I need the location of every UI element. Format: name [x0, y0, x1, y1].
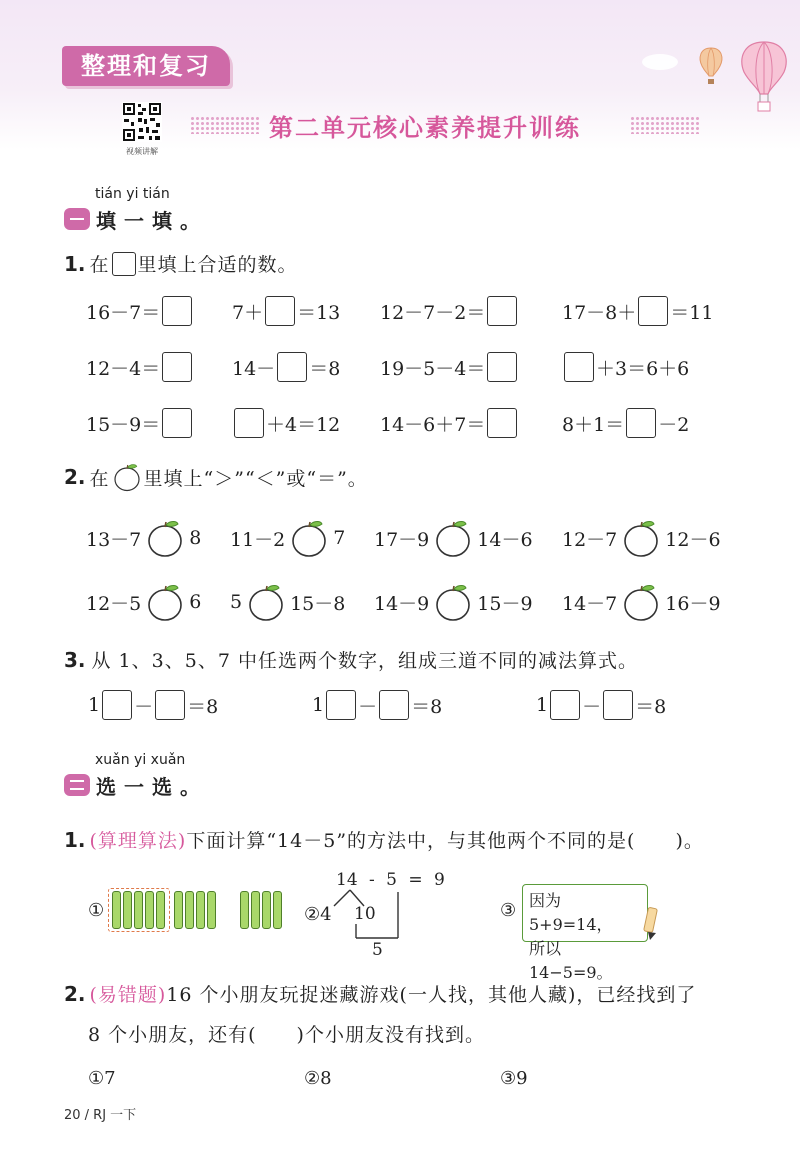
- section-one-icon: [64, 208, 90, 230]
- part1-q3-prompt: [64, 646, 638, 673]
- answer-box[interactable]: [550, 690, 580, 720]
- expression-left: 8＋1＝: [562, 413, 625, 436]
- minus-sign: －: [358, 695, 378, 718]
- question-tag: (算理算法): [89, 830, 187, 852]
- answer-box[interactable]: [162, 352, 192, 382]
- fill-expression: [86, 408, 194, 438]
- compare-right: 7: [333, 527, 346, 549]
- compare-left: 17－9: [374, 528, 430, 551]
- question-number: 3.: [64, 647, 86, 672]
- fill-expression: [232, 408, 340, 438]
- answer-box[interactable]: [487, 296, 517, 326]
- compare-right: 15－9: [477, 592, 533, 615]
- large-balloon-icon: [736, 40, 792, 114]
- expression-left: 16－7＝: [86, 301, 161, 324]
- fill-expression: [380, 408, 519, 438]
- fill-expression: [380, 352, 519, 382]
- apple-answer-circle-icon[interactable]: [433, 582, 473, 622]
- part2-title: 选一选。: [96, 775, 208, 799]
- compare-left: 11－2: [230, 528, 286, 551]
- section-two-icon: [64, 774, 90, 796]
- expression-left: 15－9＝: [86, 413, 161, 436]
- bundle-of-ten: [108, 888, 170, 932]
- prompt-text: 16 个小朋友玩捉迷藏游戏(一人找，其他人藏)，已经找到了: [166, 984, 697, 1006]
- expression-left: 7＋: [232, 301, 264, 324]
- choice-a[interactable]: ①7: [88, 1068, 116, 1089]
- apple-answer-circle-icon[interactable]: [433, 518, 473, 558]
- part2-q2-prompt: [64, 980, 696, 1007]
- expression-right: ＝11: [670, 301, 714, 324]
- answer-box[interactable]: [265, 296, 295, 326]
- equation-result: ＝8: [187, 695, 219, 718]
- subtraction-equation: [88, 690, 218, 720]
- answer-box[interactable]: [277, 352, 307, 382]
- answer-box[interactable]: [162, 408, 192, 438]
- option-2-split-lines: [320, 886, 420, 946]
- answer-box[interactable]: [638, 296, 668, 326]
- unit-title: 第二单元核心素养提升训练: [269, 114, 581, 142]
- compare-right: 16－9: [665, 592, 721, 615]
- expression-left: 14－6＋7＝: [380, 413, 486, 436]
- compare-right: 14－6: [477, 528, 533, 551]
- answer-box[interactable]: [626, 408, 656, 438]
- prompt-text: 在: [89, 467, 110, 490]
- question-tag: (易错题): [89, 984, 167, 1006]
- small-balloon-icon: [696, 46, 726, 88]
- expression-right: ＝8: [309, 357, 341, 380]
- compare-right: 12－6: [665, 528, 721, 551]
- prompt-text: 在: [89, 254, 110, 276]
- part1-q1-prompt: [64, 250, 298, 277]
- equation-lead: 1: [536, 694, 549, 716]
- cloud-icon: [640, 44, 680, 74]
- compare-expression: [562, 582, 721, 622]
- question-number: 1.: [64, 827, 86, 852]
- question-number: 1.: [64, 251, 86, 276]
- compare-left: 5: [230, 591, 243, 613]
- option-2-ten: 10: [354, 904, 376, 924]
- part1-title: 填一填。: [96, 209, 208, 233]
- fill-expression: [232, 296, 340, 326]
- answer-box[interactable]: [603, 690, 633, 720]
- expression-left: 14－: [232, 357, 276, 380]
- answer-box-sample: [112, 252, 136, 276]
- option-2-five: 5: [372, 940, 383, 960]
- answer-box[interactable]: [487, 352, 517, 382]
- option-1-sticks: [108, 892, 284, 932]
- fill-expression: [562, 296, 713, 326]
- question-number: 2.: [64, 465, 86, 489]
- compare-left: 13－7: [86, 528, 142, 551]
- expression-left: 19－5－4＝: [380, 357, 486, 380]
- fill-expression: [380, 296, 519, 326]
- compare-left: 12－5: [86, 592, 142, 615]
- fill-expression: [232, 352, 340, 382]
- apple-answer-circle-icon[interactable]: [289, 518, 329, 558]
- fill-expression: [86, 296, 194, 326]
- equation-result: ＝8: [411, 695, 443, 718]
- answer-box[interactable]: [234, 408, 264, 438]
- compare-expression: [230, 582, 345, 622]
- expression-right: ＋4＝12: [266, 413, 341, 436]
- pencil-icon: [640, 906, 662, 942]
- equation-lead: 1: [88, 694, 101, 716]
- prompt-text: 下面计算“14－5”的方法中，与其他两个不同的是( )。: [186, 830, 704, 852]
- compare-expression: [562, 518, 721, 558]
- compare-left: 14－7: [562, 592, 618, 615]
- part2-q1-prompt: [64, 826, 704, 853]
- equation-lead: 1: [312, 694, 325, 716]
- apple-answer-circle-icon[interactable]: [145, 582, 185, 622]
- part2-q2-prompt-line2: 8 个小朋友，还有( )个小朋友没有找到。: [88, 1024, 485, 1046]
- qr-code-icon[interactable]: [122, 102, 162, 142]
- compare-left: 14－9: [374, 592, 430, 615]
- fill-expression: [562, 352, 689, 382]
- answer-box[interactable]: [487, 408, 517, 438]
- choice-c[interactable]: ③9: [500, 1068, 528, 1089]
- answer-box[interactable]: [162, 296, 192, 326]
- expression-left: 17－8＋: [562, 301, 637, 324]
- answer-box[interactable]: [326, 690, 356, 720]
- answer-box[interactable]: [102, 690, 132, 720]
- compare-expression: [86, 582, 201, 622]
- apple-answer-circle-icon[interactable]: [621, 518, 661, 558]
- apple-answer-circle-icon[interactable]: [246, 582, 286, 622]
- fill-expression: [562, 408, 689, 438]
- minus-sign: －: [134, 695, 154, 718]
- expression-right: ＝13: [297, 301, 341, 324]
- part2-pinyin: xuǎn yi xuǎn: [95, 752, 186, 768]
- compare-expression: [374, 518, 533, 558]
- decorative-dots-right: [630, 116, 700, 134]
- compare-right: 6: [189, 591, 202, 613]
- question-number: 2.: [64, 981, 86, 1006]
- expression-right: －2: [658, 413, 690, 436]
- option-3-line2: 所以14−5=9。: [529, 939, 613, 982]
- expression-right: ＋3＝6＋6: [596, 357, 690, 380]
- section-tag: 整理和复习: [62, 46, 230, 86]
- page-footer: 20 / RJ 一下: [64, 1108, 137, 1123]
- compare-right: 15－8: [290, 592, 346, 615]
- prompt-text: 里填上合适的数。: [137, 254, 298, 276]
- answer-box[interactable]: [564, 352, 594, 382]
- option-1-label[interactable]: ①: [88, 900, 105, 921]
- choice-b[interactable]: ②8: [304, 1068, 332, 1089]
- compare-expression: [374, 582, 533, 622]
- part1-pinyin: tián yi tián: [95, 186, 170, 202]
- option-3-line1: 因为5+9=14，: [529, 891, 613, 934]
- expression-left: 12－7－2＝: [380, 301, 486, 324]
- equation-result: ＝8: [635, 695, 667, 718]
- prompt-text: 从 1、3、5、7 中任选两个数字，组成三道不同的减法算式。: [91, 650, 638, 672]
- option-3-card: [522, 884, 648, 982]
- subtraction-equation: [312, 690, 442, 720]
- subtraction-equation: [536, 690, 666, 720]
- option-2-label[interactable]: ②4: [304, 904, 332, 925]
- compare-right: 8: [189, 527, 202, 549]
- prompt-text: 里填上“＞”“＜”或“＝”。: [143, 467, 368, 490]
- compare-left: 12－7: [562, 528, 618, 551]
- answer-box[interactable]: [379, 690, 409, 720]
- expression-left: 12－4＝: [86, 357, 161, 380]
- qr-label: 视频讲解: [126, 147, 158, 156]
- minus-sign: －: [582, 695, 602, 718]
- apple-answer-circle-icon[interactable]: [621, 582, 661, 622]
- compare-expression: [230, 518, 345, 558]
- compare-expression: [86, 518, 201, 558]
- apple-icon: [112, 462, 142, 492]
- option-3-label[interactable]: ③: [500, 900, 517, 921]
- answer-box[interactable]: [155, 690, 185, 720]
- part1-q2-prompt: [64, 462, 368, 492]
- fill-expression: [86, 352, 194, 382]
- option-2-equation: 14 - 5 = 9: [336, 870, 445, 890]
- apple-answer-circle-icon[interactable]: [145, 518, 185, 558]
